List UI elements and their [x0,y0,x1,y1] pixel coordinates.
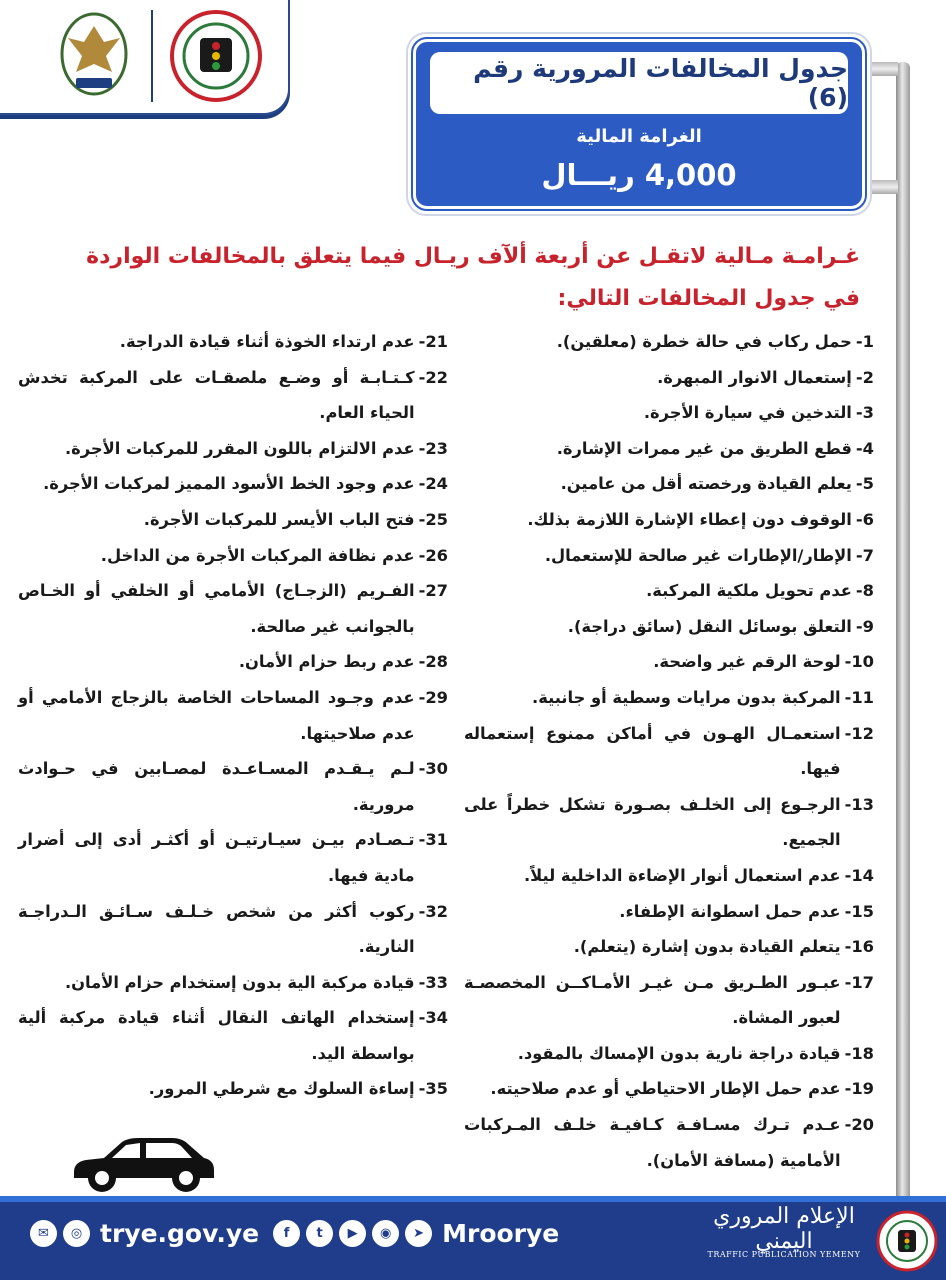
violations-list-left [18,324,448,1107]
violation-item [18,965,448,1001]
violation-text: ركوب أكثر من شخص خـلـف سـائـق الـدراجـة النارية. [18,901,415,957]
violation-number: 34- [418,1008,448,1028]
violation-number: 3- [855,403,874,423]
violation-text: عدم استعمال أنوار الإضاءة الداخلية ليلاً. [523,865,841,885]
instagram-icon[interactable]: ◉ [372,1220,399,1247]
violation-number: 18- [844,1043,874,1063]
twitter-icon[interactable]: t [306,1220,333,1247]
violation-text: الرجـوع إلى الخلـف بصـورة تشكل خطراً على الجميع. [464,794,841,850]
violation-text: إستخدام الهاتف النقال أثناء قيادة مركبة ألية بواسطة اليد. [18,1008,415,1063]
violation-item [464,466,874,502]
violation-item [18,1000,448,1071]
intro-text [50,236,860,320]
violation-item [18,360,448,431]
violation-text: عدم نظافة المركبات الأجرة من الداخل. [100,545,415,565]
violation-item [18,1071,448,1107]
violation-number: 29- [418,687,448,707]
violation-item [464,538,874,574]
violation-text: عدم وجود الخط الأسود المميز لمركبات الأجرة. [43,474,415,494]
violation-text: عدم حمل اسطوانة الإطفاء. [619,901,841,921]
violation-item [464,431,874,467]
violation-text: لوحة الرقم غير واضحة. [653,652,841,672]
sign-pole [896,62,910,1202]
violation-number: 14- [844,865,874,885]
violation-item [464,573,874,609]
logo-divider [151,10,153,102]
car-icon [68,1132,218,1194]
violation-number: 15- [844,901,874,921]
violation-item [18,680,448,751]
violation-text: المركبة بدون مرايات وسطية أو جانبية. [532,687,841,707]
violation-item [18,466,448,502]
violations-list-right [464,324,874,1178]
violation-item [464,502,874,538]
violation-text: إساءة السلوك مع شرطي المرور. [148,1079,415,1099]
violation-text: عدم وجـود المساحات الخاصة بالزجاج الأمامي أو عدم صلاحيتها. [18,687,415,743]
brand-tagline: TRAFFIC PUBLICATION YEMENY [707,1250,861,1259]
website-link[interactable]: trye.gov.ye [100,1218,260,1248]
violation-item [464,858,874,894]
footer-seal-logo [876,1210,938,1272]
violation-text: قيادة دراجة نارية بدون الإمساك بالمقود. [517,1043,841,1063]
violation-item [464,644,874,680]
violation-number: 30- [418,759,448,779]
violation-number: 26- [418,545,448,565]
violation-item [464,894,874,930]
violation-text: إستعمال الانوار المبهرة. [657,367,852,387]
violation-text: الوقوف دون إعطاء الإشارة اللازمة بذلك. [527,509,852,529]
violation-item [464,716,874,787]
violation-text: عدم ارتداء الخوذة أثناء قيادة الدراجة. [119,332,415,351]
violation-number: 5- [855,474,874,494]
violation-item [18,538,448,574]
violation-number: 28- [418,652,448,672]
violation-item [464,324,874,360]
social-links [30,1216,559,1250]
web-icon[interactable]: ◎ [63,1220,90,1247]
violation-item [464,929,874,965]
violation-number: 16- [844,937,874,957]
violation-number: 23- [418,438,448,458]
social-handle[interactable]: Mroorye [442,1218,560,1248]
violation-number: 8- [855,581,874,601]
violation-item [464,1071,874,1107]
fine-amount: 4,000 ريـــال [541,158,737,192]
violation-text: الإطار/الإطارات غير صالحة للإستعمال. [544,545,852,565]
violation-text: التعلق بوسائل النقل (سائق دراجة). [567,616,852,636]
violation-text: لـم يـقـدم المسـاعـدة لمصـابين في حـوادث مرورية. [18,759,415,814]
violation-number: 1- [855,332,874,351]
violation-number: 7- [855,545,874,565]
violation-text: حمل ركاب في حالة خطرة (معلقين). [556,332,852,351]
violation-number: 4- [855,438,874,458]
violation-item [464,787,874,858]
violation-item [18,573,448,644]
email-icon[interactable]: ✉ [30,1220,57,1247]
road-sign-face [413,39,865,209]
violation-text: يعلم القيادة ورخصته أقل من عامين. [560,474,852,494]
intro-line-2: في جدول المخالفات التالي: [557,286,860,311]
violation-number: 24- [418,474,448,494]
violation-text: كـتـابـة أو وضـع ملصقـات على المركبة تخدش الحياء العام. [18,367,415,423]
violation-text: فتح الباب الأيسر للمركبات الأجرة. [143,509,415,529]
violation-item [18,822,448,893]
violation-text: عدم الالتزام باللون المقرر للمركبات الأجرة. [64,438,415,458]
violation-number: 19- [844,1079,874,1099]
violation-number: 31- [418,830,448,850]
violation-text: عدم ربط حزام الأمان. [238,652,415,672]
violation-text: قيادة مركبة الية بدون إستخدام حزام الأمان. [64,972,415,992]
sign-title: جدول المخالفات المرورية رقم (6) [430,52,848,114]
violation-item [464,609,874,645]
violation-text: عدم تحويل ملكية المركبة. [646,581,852,601]
violation-item [464,965,874,1036]
violation-number: 17- [844,972,874,992]
violation-item [464,680,874,716]
road-sign [408,34,870,214]
violation-item [18,431,448,467]
police-eagle-logo [60,12,128,98]
violation-text: عدم حمل الإطار الاحتياطي أو عدم صلاحيته. [490,1079,841,1099]
violation-item [18,502,448,538]
violation-item [18,894,448,965]
youtube-icon[interactable]: ▶ [339,1220,366,1247]
violation-number: 20- [844,1115,874,1135]
footer-stripe [0,1196,946,1202]
violation-number: 6- [855,509,874,529]
violation-item [464,1107,874,1178]
violation-text: قطع الطريق من غير ممرات الإشارة. [556,438,852,458]
violation-number: 2- [855,367,874,387]
violation-item [464,1036,874,1072]
violation-number: 33- [418,972,448,992]
violation-number: 21- [418,332,448,351]
facebook-icon[interactable]: f [273,1220,300,1247]
violation-number: 13- [844,794,874,814]
violation-number: 35- [418,1079,448,1099]
intro-line-1: غـرامـة مـالية لاتقـل عن أربعة ألآف ريـال فيما يتعلق بالمخالفات الواردة [86,244,860,269]
violation-item [464,360,874,396]
violation-text: عـدم تـرك مسـافـة كـافيـة خلـف المـركبات الأمامية (مسافة الأمان). [464,1115,841,1170]
violation-number: 25- [418,509,448,529]
fine-label: الغرامة المالية [576,126,702,147]
violation-text: استعمـال الهـون في أماكن ممنوع إستعماله فيها. [464,723,841,779]
violation-text: عبـور الطـريق مـن غيـر الأمـاكــن المخصصـة لعبور المشاة. [464,972,841,1028]
violation-text: الفـريم (الزجـاج) الأمامي أو الخلفي أو الخـاص بالجوانب غير صالحة. [18,581,415,636]
logo-panel [0,0,290,115]
violation-item [464,395,874,431]
violation-number: 11- [844,687,874,707]
violation-item [18,324,448,360]
telegram-icon[interactable]: ➤ [405,1220,432,1247]
violation-number: 32- [418,901,448,921]
violation-number: 22- [418,367,448,387]
violation-number: 27- [418,581,448,601]
violation-number: 9- [855,616,874,636]
violation-text: تـصـادم بيـن سيـارتيـن أو أكثـر أدى إلى أضرار مادية فيها. [18,830,415,885]
violation-text: يتعلم القيادة بدون إشارة (يتعلم). [573,937,841,957]
violation-item [18,644,448,680]
violation-item [18,751,448,822]
violation-number: 12- [844,723,874,743]
brand-name: الإعلام المروري اليمني [713,1204,855,1254]
violation-number: 10- [844,652,874,672]
violation-text: التدخين في سيارة الأجرة. [643,403,852,423]
traffic-directorate-seal [170,10,262,102]
